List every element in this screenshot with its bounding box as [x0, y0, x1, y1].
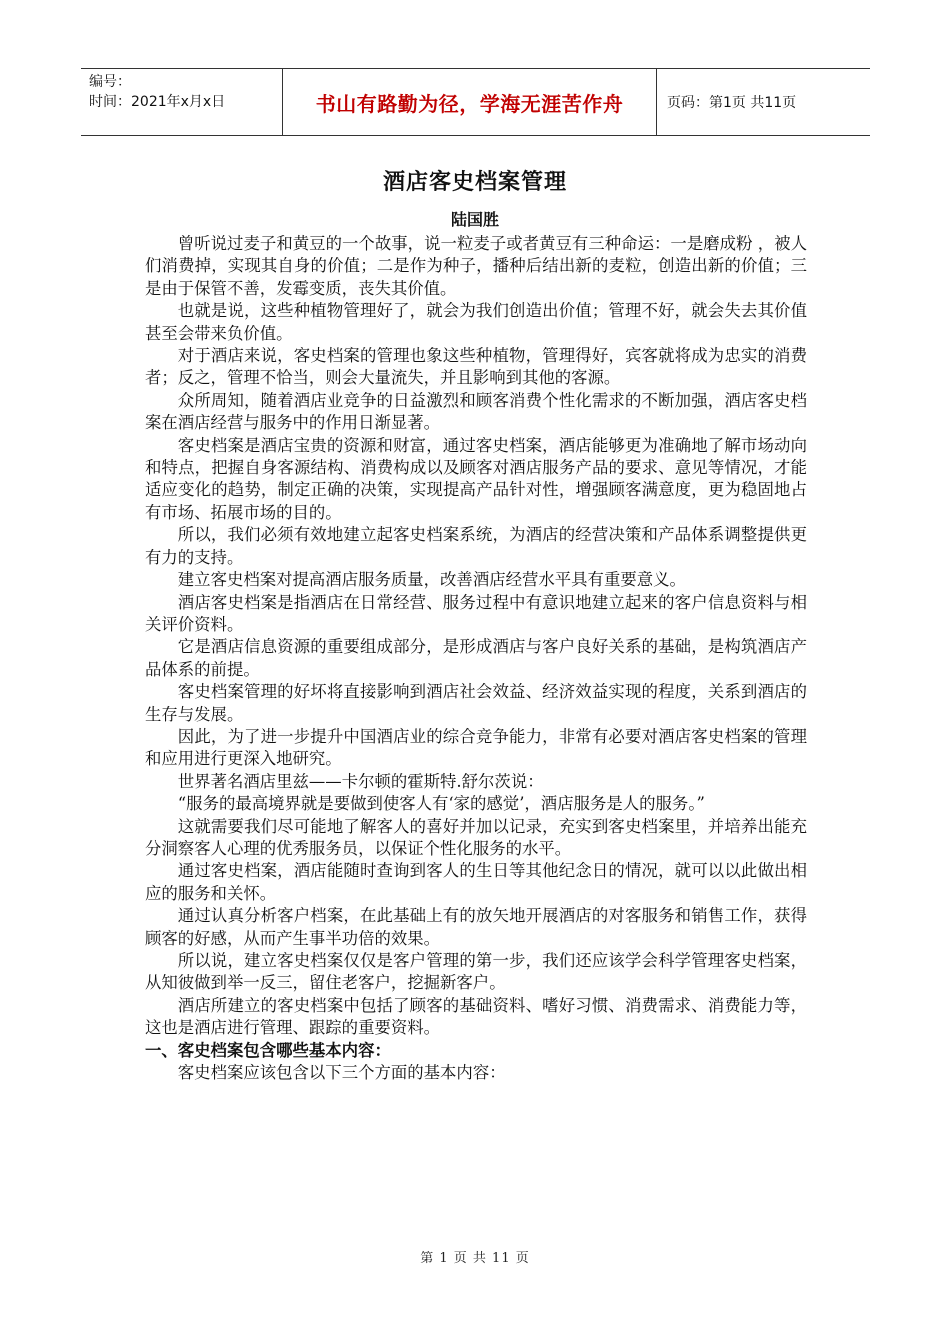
header-table	[81, 68, 870, 136]
body-paragraph: 因此，为了进一步提升中国酒店业的综合竞争能力，非常有必要对酒店客史档案的管理和应用进行更深入地研究。	[145, 726, 807, 769]
document-title: 酒店客史档案管理	[382, 169, 567, 195]
section-intro: 客史档案应该包含以下三个方面的基本内容：	[177, 1063, 506, 1083]
body-paragraph: 这就需要我们尽可能地了解客人的喜好并加以记录，充实到客史档案里，并培养出能充分洞察客人心理的优秀服务员，以保证个性化服务的水平。	[145, 816, 807, 858]
body-paragraph: 所以，我们必须有效地建立起客史档案系统，为酒店的经营决策和产品体系调整提供更有力的支持。	[145, 525, 807, 567]
document-number-label: 编号：	[89, 74, 131, 90]
body-paragraph: 通过认真分析客户档案，在此基础上有的放矢地开展酒店的对客服务和销售工作，获得顾客的好感，从而产生事半功倍的效果。	[145, 906, 807, 948]
body-paragraph: 客史档案是酒店宝贵的资源和财富，通过客史档案，酒店能够更为准确地了解市场动向和特点，把握自身客源结构、消费构成以及顾客对酒店服务产品的要求、意见等情况，才能适应变化的趋势，制定正确的决策，实现提高产品针对性，增强顾客满意度，更为稳固地占有市场、拓展市场的目的。	[145, 435, 807, 522]
body-paragraph: “服务的最高境界就是要做到使客人有‘家的感觉’，酒店服务是人的服务。”	[177, 794, 705, 814]
body-paragraph: 众所周知，随着酒店业竞争的日益激烈和顾客消费个性化需求的不断加强，酒店客史档案在酒店经营与服务中的作用日渐显著。	[145, 390, 807, 433]
body-paragraph: 世界著名酒店里兹——卡尔顿的霍斯特.舒尔茨说：	[177, 771, 544, 791]
body-paragraph: 它是酒店信息资源的重要组成部分，是形成酒店与客户良好关系的基础，是构筑酒店产品体系的前提。	[145, 637, 807, 679]
body-paragraph: 客史档案管理的好坏将直接影响到酒店社会效益、经济效益实现的程度，关系到酒店的生存与发展。	[145, 682, 807, 724]
body-paragraph: 建立客史档案对提高酒店服务质量，改善酒店经营水平具有重要意义。	[177, 570, 686, 590]
body-paragraph: 酒店客史档案是指酒店在日常经营、服务过程中有意识地建立起来的客户信息资料与相关评价资料。	[145, 592, 807, 634]
document-body	[145, 233, 807, 1084]
document-time-label: 时间：2021年x月x日	[89, 94, 226, 110]
page-footer: 第 1 页 共 11 页	[420, 1251, 530, 1266]
document-author: 陆国胜	[450, 210, 499, 229]
header-page-info: 页码：第1页 共11页	[667, 95, 797, 111]
header-motto: 书山有路勤为径，学海无涯苦作舟	[283, 69, 657, 135]
header-meta-cell	[81, 69, 283, 135]
body-paragraph: 对于酒店来说，客史档案的管理也象这些种植物，管理得好，宾客就将成为忠实的消费者；反之，管理不恰当，则会大量流失，并且影响到其他的客源。	[145, 346, 807, 388]
body-paragraph: 也就是说，这些种植物管理好了，就会为我们创造出价值；管理不好，就会失去其价值甚至会带来负价值。	[145, 301, 807, 343]
body-paragraph: 曾听说过麦子和黄豆的一个故事，说一粒麦子或者黄豆有三种命运：一是磨成粉 ，被人们消费掉，实现其自身的价值；二是作为种子，播种后结出新的麦粒，创造出新的价值；三是由于保管不善，发霉变质，丧失其价值。	[145, 234, 807, 298]
body-paragraph: 酒店所建立的客史档案中包括了顾客的基础资料、嗜好习惯、消费需求、消费能力等，这也是酒店进行管理、跟踪的重要资料。	[145, 995, 807, 1038]
body-paragraph: 所以说，建立客史档案仅仅是客户管理的第一步，我们还应该学会科学管理客史档案，从知彼做到举一反三，留住老客户，挖掘新客户。	[145, 951, 807, 993]
section-heading: 一、客史档案包含哪些基本内容：	[145, 1040, 391, 1060]
body-paragraph: 通过客史档案，酒店能随时查询到客人的生日等其他纪念日的情况，就可以以此做出相应的服务和关怀。	[145, 861, 807, 903]
